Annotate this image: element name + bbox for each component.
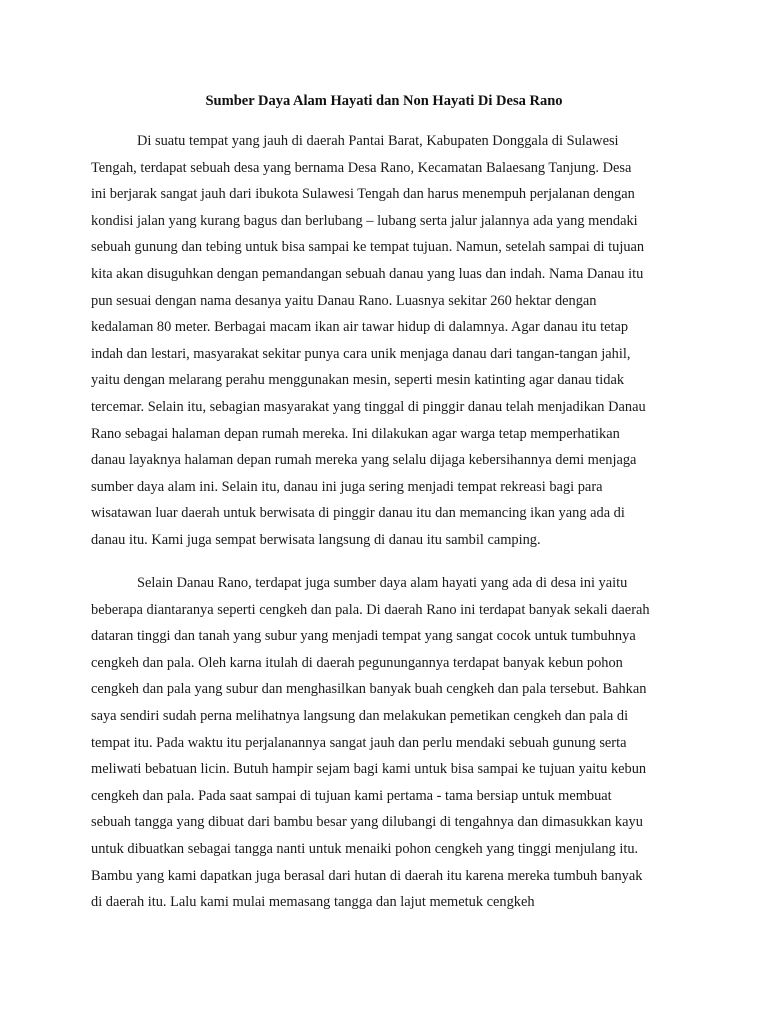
- paragraph-line: danau itu. Kami juga sempat berwisata langsung di danau itu sambil camping.: [91, 531, 541, 548]
- paragraph-line: kondisi jalan yang kurang bagus dan berlubang – lubang serta jalur jalannya ada yang mendaki: [91, 212, 638, 229]
- paragraph-line: indah dan lestari, masyarakat sekitar punya cara unik menjaga danau dari tangan-tangan jahil,: [91, 345, 631, 362]
- paragraph-line: danau layaknya halaman depan rumah mereka yang selalu dijaga kebersihannya demi menjaga: [91, 452, 637, 469]
- paragraph-line: cengkeh dan pala. Pada saat sampai di tujuan kami pertama - tama bersiap untuk membuat: [91, 787, 612, 804]
- paragraph-line: Di suatu tempat yang jauh di daerah Pantai Barat, Kabupaten Donggala di Sulawesi: [137, 133, 619, 149]
- paragraph-line: Rano sebagai halaman depan rumah mereka. Ini dilakukan agar warga tetap memperhatikan: [91, 425, 620, 442]
- paragraph-line: cengkeh dan pala. Oleh karna itulah di daerah pegunungannya terdapat banyak kebun pohon: [91, 654, 623, 671]
- paragraph-line: cengkeh dan pala yang subur dan menghasilkan banyak buah cengkeh dan pala tersebut. Bahkan: [91, 681, 647, 698]
- paragraph-line: beberapa diantaranya seperti cengkeh dan pala. Di daerah Rano ini terdapat banyak sekali daerah: [91, 601, 650, 618]
- paragraph-line: tempat itu. Pada waktu itu perjalanannya sangat jauh dan perlu mendaki sebuah gunung serta: [91, 734, 627, 751]
- paragraph-line: Bambu yang kami dapatkan juga berasal dari hutan di daerah itu karena mereka tumbuh banyak: [91, 867, 643, 884]
- paragraph-line: sebuah gunung dan tebing untuk bisa sampai ke tempat tujuan. Namun, setelah sampai di tujuan: [91, 239, 645, 256]
- paragraph-line: saya sendiri sudah perna melihatnya langsung dan melakukan pemetikan cengkeh dan pala di: [91, 707, 629, 724]
- paragraph-line: dataran tinggi dan tanah yang subur yang menjadi tempat yang sangat cocok untuk tumbuhnya: [91, 628, 636, 645]
- paragraph-2: [91, 570, 703, 916]
- paragraph-line: untuk dibuatkan sebagai tangga nanti untuk menaiki pohon cengkeh yang tinggi menjulang itu.: [91, 840, 639, 857]
- paragraph-line: meliwati bebatuan licin. Butuh hampir sejam bagi kami untuk bisa sampai ke tujuan yaitu kebun: [91, 761, 647, 778]
- paragraph-line: yaitu dengan melarang perahu menggunakan mesin, seperti mesin katinting agar danau tidak: [91, 372, 625, 389]
- document-title: Sumber Daya Alam Hayati dan Non Hayati Di Desa Rano: [205, 93, 563, 109]
- paragraph-1: [91, 128, 703, 554]
- paragraph-line: sumber daya alam ini. Selain itu, danau ini juga sering menjadi tempat rekreasi bagi para: [91, 478, 603, 495]
- paragraph-line: Selain Danau Rano, terdapat juga sumber daya alam hayati yang ada di desa ini yaitu: [137, 575, 628, 591]
- paragraph-line: wisatawan luar daerah untuk berwisata di pinggir danau itu dan memancing ikan yang ada di: [91, 505, 625, 522]
- paragraph-line: sebuah tangga yang dibuat dari bambu besar yang dilubangi di tengahnya dan dimasukkan kayu: [91, 814, 643, 831]
- paragraph-line: tercemar. Selain itu, sebagian masyarakat yang tinggal di pinggir danau telah menjadikan Danau: [91, 398, 646, 415]
- paragraph-line: pun sesuai dengan nama desanya yaitu Danau Rano. Luasnya sekitar 260 hektar dengan: [91, 292, 597, 309]
- paragraph-line: di daerah itu. Lalu kami mulai memasang tangga dan lajut memetuk cengkeh: [91, 894, 535, 911]
- paragraph-line: kita akan disuguhkan dengan pemandangan sebuah danau yang luas dan indah. Nama Danau itu: [91, 265, 644, 282]
- paragraph-line: ini berjarak sangat jauh dari ibukota Sulawesi Tengah dan harus menempuh perjalanan dengan: [91, 186, 635, 203]
- paragraph-line: Tengah, terdapat sebuah desa yang bernama Desa Rano, Kecamatan Balaesang Tanjung. Desa: [91, 159, 632, 176]
- paragraph-line: kedalaman 80 meter. Berbagai macam ikan air tawar hidup di dalamnya. Agar danau itu tetap: [91, 319, 629, 336]
